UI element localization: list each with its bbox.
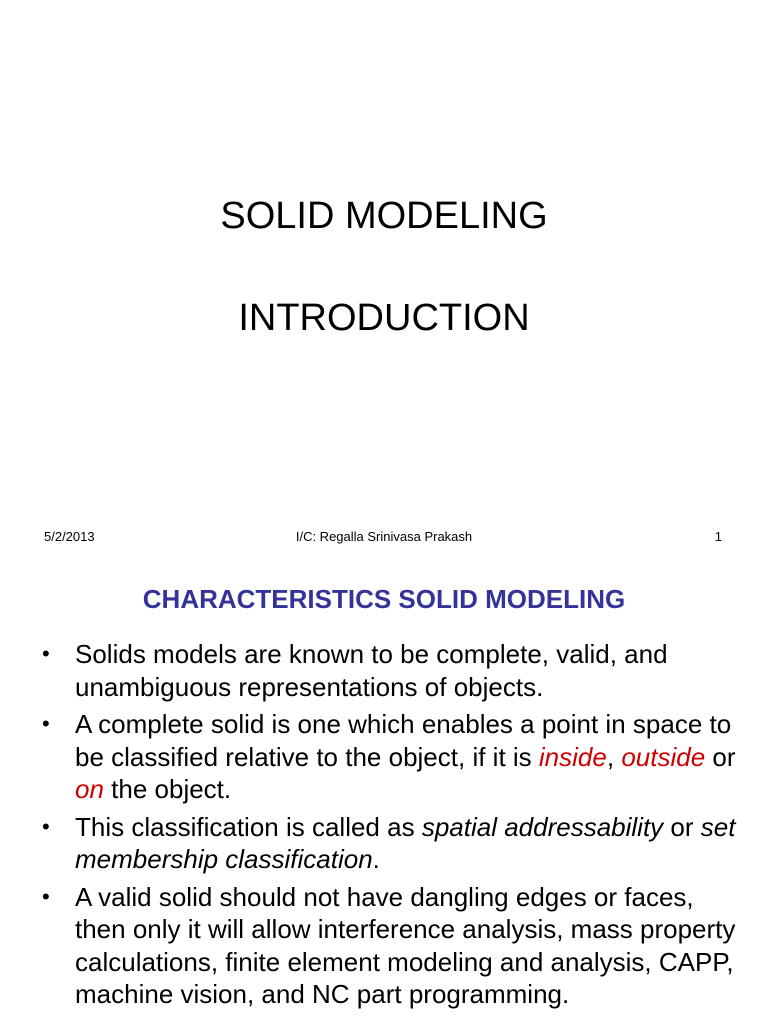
bullet-marker: • [42,711,50,736]
bullet-item [40,811,740,876]
term-spatial-addressability: spatial addressability [421,811,664,842]
slide-title-line2: INTRODUCTION [238,297,530,339]
bullet-marker: • [42,641,50,666]
slide-title-line1: SOLID MODELING [220,195,548,237]
bullet-item [40,881,740,1011]
slide-2-title: CHARACTERISTICS SOLID MODELING [142,584,626,614]
bullet-text: A valid solid should not have dangling edges or faces, then only it will allow interference analysis, mass property calculations, finite element modeling and analysis, CAPP, machine vision, and NC part programming. [75,881,736,1009]
bullet-text-end: the object. [111,774,232,804]
bullet-text: This classification is called as [75,811,415,842]
comma: , [606,741,615,772]
term-on: on [75,774,104,804]
term-outside: outside [621,741,706,772]
footer-author: I/C: Regalla Srinivasa Prakash [295,529,473,544]
footer-page-number: 1 [714,529,722,544]
term-set-membership: set membership classification [75,811,736,874]
slide-2 [0,576,768,1024]
bullet-text: Solids models are known to be complete, valid, and unambiguous representations of objects. [75,639,668,702]
bullet-marker: • [42,813,50,839]
word-or: or [712,741,736,772]
bullet-item [40,708,740,806]
bullet-list [40,638,740,1016]
bullet-text: A complete solid is one which enables a point in space to be classified relative to the object, if it is [75,709,732,772]
word-or: or [670,811,694,842]
bullet-item [40,638,740,703]
bullet-marker: • [42,883,50,909]
period: . [372,844,380,874]
term-inside: inside [538,741,607,772]
footer-date: 5/2/2013 [44,529,95,544]
